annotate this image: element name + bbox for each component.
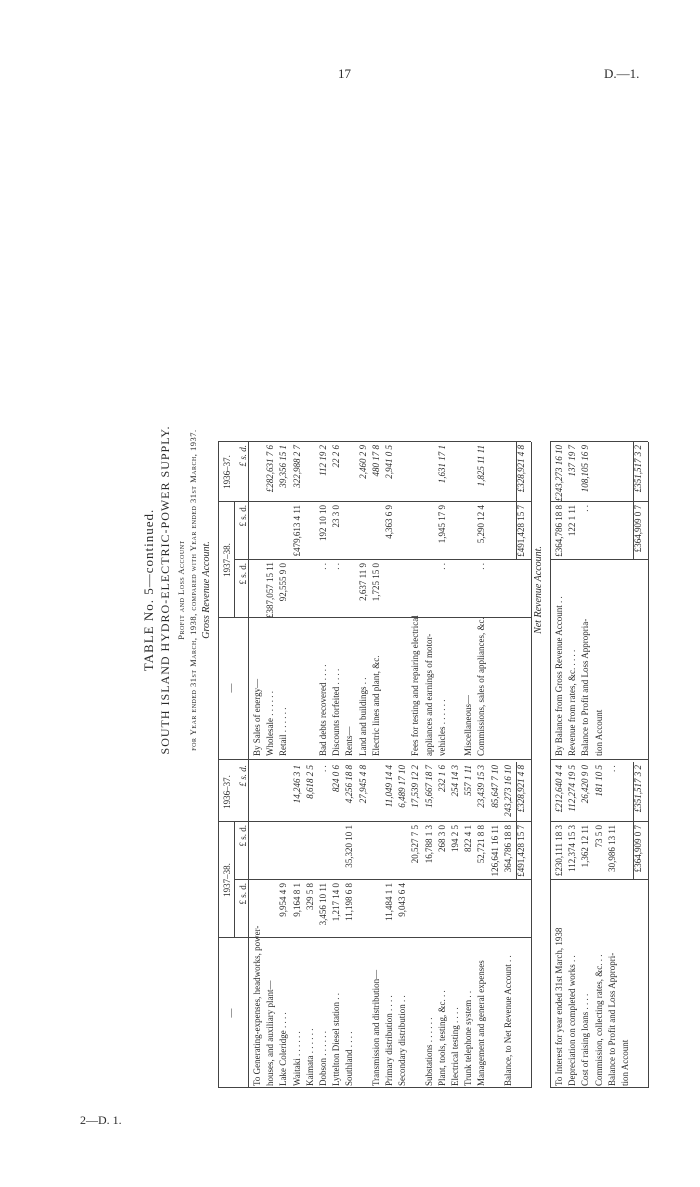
column-rule <box>550 759 648 760</box>
table-top-rule <box>218 442 219 1088</box>
net-credit-1938: . . <box>580 505 591 512</box>
debit-cell-1937: 232 1 6 <box>436 765 447 792</box>
net-section-title: Net Revenue Account. <box>533 546 544 634</box>
credit-cell-1938a: 92,555 9 0 <box>278 563 289 602</box>
credit-cell-1938b: £479,613 4 11 <box>291 505 302 557</box>
net-debit-1937: 112,274 19 5 <box>567 765 578 812</box>
net-debit-1937: 26,420 9 0 <box>580 765 591 804</box>
column-rule <box>550 441 648 442</box>
net-credit-1938: 122 1 11 <box>567 505 578 537</box>
debit-cell-1937: 15,667 18 7 <box>423 765 434 808</box>
credit-row-label: vehicles . . . . . . <box>436 699 447 756</box>
column-rule <box>218 759 531 760</box>
net-credit-1938: £364,786 18 8 <box>554 505 564 557</box>
debit-cell-1938a: 1,217 14 0 <box>331 883 342 922</box>
column-rule <box>218 501 531 502</box>
net-credit-label: By Balance from Gross Revenue Account . . <box>554 596 564 756</box>
credit-cell-1938a: 2,637 11 9 <box>357 563 368 601</box>
total-rule <box>633 762 634 822</box>
credit-cell-1937: 480 17 8 <box>370 445 381 477</box>
col-1938-header: 1937–38. <box>222 863 232 897</box>
debit-row-label: Primary distribution . . . . <box>384 995 394 1086</box>
credit-cell-1937: £282,631 7 6 <box>265 445 276 493</box>
debit-cell-1937: 8,618 2 5 <box>304 765 315 799</box>
column-rule <box>218 937 531 938</box>
credit-cell-1937: 1,631 17 1 <box>436 445 447 484</box>
net-debit-1938: 73 5 0 <box>593 825 604 848</box>
head-dash: — <box>226 683 236 693</box>
column-rule <box>550 559 648 560</box>
net-credit-label: tion Account <box>593 709 604 756</box>
total-rule <box>633 442 634 502</box>
lsd-header: £ s. d. <box>238 883 248 905</box>
net-debit-label: Balance to Profit and Loss Appropri- <box>606 952 617 1086</box>
credit-row-label: Electric lines and plant, &c. <box>370 655 381 756</box>
credit-row-label: Miscellaneous— <box>463 695 474 756</box>
net-debit-1937: £351,517 3 2 <box>633 765 644 813</box>
debit-cell-1937: . . <box>318 765 328 772</box>
total-rule <box>633 822 634 880</box>
net-debit-1938: 1,362 12 11 <box>580 825 591 868</box>
credit-cell-1937: 1,825 11 11 <box>476 445 487 487</box>
net-debit-1938: 112,374 15 3 <box>567 825 578 872</box>
debit-row-label: Balance, to Net Revenue Account . . <box>502 955 513 1086</box>
debit-cell-1938b: 16,788 1 3 <box>423 825 434 864</box>
total-rule <box>516 762 517 822</box>
credit-cell-1938a: . . <box>476 563 487 570</box>
column-rule <box>234 559 531 560</box>
debit-cell-1938a: 11,198 6 8 <box>344 883 355 921</box>
debit-cell-1937: 6,489 17 10 <box>397 765 408 808</box>
table-account-name: Profit and Loss Account <box>176 540 186 640</box>
credit-cell-1937: 322,988 2 7 <box>291 445 302 488</box>
debit-row-label: Southland . . . . <box>344 1031 355 1086</box>
net-credit-1938: £364,909 0 7 <box>633 505 644 553</box>
lsd-header: £ s. d. <box>238 505 248 527</box>
debit-cell-1937: 824 0 6 <box>331 765 342 792</box>
credit-cell-1938b: 23 3 0 <box>331 505 342 528</box>
net-top-rule <box>550 442 551 1088</box>
credit-cell-1938b: 4,363 6 9 <box>384 505 394 539</box>
col-1937-header: 1936–37. <box>222 455 232 489</box>
col-1937-header: 1936–37. <box>222 775 232 809</box>
gross-section-title: Gross Revenue Account. <box>201 541 212 639</box>
lsd-header: £ s. d. <box>238 445 248 467</box>
net-debit-1938: 30,986 13 11 <box>606 825 617 872</box>
debit-cell-1938b: 822 4 1 <box>463 825 474 852</box>
debit-cell-1937: 85,647 7 10 <box>489 765 500 808</box>
credit-cell-1938b: 1,945 17 9 <box>436 505 447 544</box>
debit-row-label: To Generating-expenses, headworks, power- <box>252 925 262 1086</box>
subhead-rule <box>234 822 235 938</box>
debit-cell-1937: 243,273 16 10 <box>502 765 513 817</box>
debit-cell-1938a: 11,484 1 1 <box>384 883 394 921</box>
col-1938-header: 1937–38. <box>222 543 232 577</box>
debit-cell-1938b: 52,721 8 8 <box>476 825 487 864</box>
net-debit-label: Cost of raising loans . . . . <box>580 993 591 1086</box>
credit-cell-1938a: . . <box>436 563 447 570</box>
credit-cell-1938a: £387,057 15 11 <box>265 562 276 618</box>
debit-row-label: Lyttelton Diesel station . . <box>331 993 342 1086</box>
credit-cell-1937: 112 19 2 <box>318 445 328 476</box>
net-credit-label: Revenue from rates, &c. . . . . <box>567 649 578 756</box>
debit-row-label: houses, and auxiliary plant— <box>265 980 276 1086</box>
credit-cell-1937: 2,460 2 9 <box>357 445 368 479</box>
credit-cell-1937: £328,921 4 8 <box>516 445 526 493</box>
credit-row-label: Retail . . . . . . <box>278 707 289 756</box>
lsd-header: £ s. d. <box>238 765 248 787</box>
credit-cell-1938a: 1,725 15 0 <box>370 563 381 602</box>
credit-row-label: Wholesale . . . . . . <box>265 691 276 756</box>
debit-cell-1937: 11,049 14 4 <box>384 765 394 808</box>
table-period: for Year ended 31st March, 1938, compared with Year ended 31st March, 1937. <box>188 429 198 751</box>
debit-cell-1937: 254 14 3 <box>450 765 460 797</box>
head-dash: — <box>226 1008 236 1018</box>
debit-row-label: Electrical testing . . . . <box>450 1007 460 1086</box>
total-rule <box>516 442 517 502</box>
debit-cell-1938b: 35,320 10 1 <box>344 825 355 868</box>
credit-row-label: Fees for testing and repairing electrical <box>410 615 421 756</box>
net-debit-label: tion Account <box>620 1039 630 1086</box>
debit-cell-1938b: 194 2 5 <box>450 825 460 852</box>
debit-cell-1937: 14,246 3 1 <box>291 765 302 804</box>
debit-row-label: Kaimata . . . . . . <box>304 1028 315 1086</box>
column-rule <box>550 821 648 822</box>
credit-cell-1938b: 5,290 12 4 <box>476 505 487 544</box>
lsd-header: £ s. d. <box>238 825 248 847</box>
debit-cell-1937: 17,539 12 2 <box>410 765 421 808</box>
credit-row-label: Commissions, sales of appliances, &c. <box>476 617 487 756</box>
debit-cell-1938a: 329 5 8 <box>304 883 315 910</box>
net-debit-label: Commission, collecting rates, &c. . . <box>593 954 604 1086</box>
column-rule <box>234 879 531 880</box>
debit-cell-1938a: 3,456 10 11 <box>318 883 328 926</box>
credit-row-label: Land and buildings . . <box>357 677 368 756</box>
total-rule <box>516 822 517 880</box>
column-rule <box>218 441 531 442</box>
lsd-header: £ s. d. <box>238 563 248 585</box>
debit-cell-1937: 4,256 18 8 <box>344 765 355 804</box>
total-rule <box>633 502 634 560</box>
table-subtitle: SOUTH ISLAND HYDRO-ELECTRIC-POWER SUPPLY. <box>158 425 172 755</box>
column-rule <box>550 501 648 502</box>
net-debit-1937: . . <box>606 765 617 772</box>
credit-cell-1938b: 192 10 10 <box>318 505 328 541</box>
gross-bottom-rule <box>531 442 532 1088</box>
column-rule <box>550 1087 648 1088</box>
debit-row-label: Dobson . . . . . . <box>318 1030 328 1086</box>
credit-row-label: Rents— <box>344 726 355 756</box>
net-credit-label: Balance to Profit and Loss Appropria- <box>580 618 591 756</box>
net-debit-1937: £212,640 4 4 <box>554 765 564 813</box>
credit-row-label: By Sales of energy— <box>252 678 262 756</box>
column-rule <box>218 617 531 618</box>
credit-cell-1937: 2,941 0 5 <box>384 445 394 479</box>
column-rule <box>218 821 531 822</box>
net-credit-1937: £351,517 3 2 <box>633 445 644 493</box>
debit-cell-1937: £328,921 4 8 <box>516 765 526 813</box>
column-rule <box>218 1087 531 1088</box>
credit-cell-1938a: . . <box>318 563 328 570</box>
debit-cell-1937: 23,439 15 3 <box>476 765 487 808</box>
debit-cell-1938b: £491,428 15 7 <box>516 825 526 877</box>
subhead-rule <box>234 502 235 618</box>
net-debit-label: To Interest for year ended 31st March, 1938 <box>554 927 564 1086</box>
net-debit-1938: £230,111 18 3 <box>554 825 564 877</box>
debit-cell-1938a: 9,954 4 9 <box>278 883 289 917</box>
page-footer: 2—D. 1. <box>80 1113 122 1127</box>
net-credit-1937: 137 19 7 <box>567 445 578 477</box>
credit-row-label: appliances and earnings of motor- <box>423 633 434 756</box>
net-credit-1937: 108,105 16 9 <box>580 445 591 493</box>
net-bottom-rule <box>648 442 649 1088</box>
debit-row-label: Substations . . . . . . <box>423 1017 434 1086</box>
debit-row-label: Trunk telephone system . . <box>463 990 474 1086</box>
column-rule <box>550 879 648 880</box>
total-rule <box>516 502 517 560</box>
debit-row-label: Transmission and distribution— <box>370 969 381 1086</box>
credit-row-label: Discounts forfeited . . . . <box>331 668 342 756</box>
credit-cell-1937: 22 2 6 <box>331 445 342 468</box>
debit-cell-1938a: 9,043 6 4 <box>397 883 408 917</box>
credit-row-label: Bad debts recovered . . . . <box>318 664 328 756</box>
debit-row-label: Management and general expenses <box>476 960 487 1086</box>
header-rule <box>248 442 249 1088</box>
debit-cell-1938b: 268 3 0 <box>436 825 447 852</box>
debit-cell-1937: 27,945 4 8 <box>357 765 368 804</box>
credit-cell-1938a: . . <box>331 563 342 570</box>
debit-cell-1938b: 364,786 18 8 <box>502 825 513 873</box>
net-debit-1937: 181 10 5 <box>593 765 604 797</box>
credit-cell-1937: 39,356 15 1 <box>278 445 289 488</box>
page-reference: D.—1. <box>604 66 640 81</box>
net-credit-1937: £243,273 16 10 <box>554 445 564 502</box>
debit-cell-1938a: 9,164 8 1 <box>291 883 302 917</box>
debit-cell-1938b: 20,527 7 5 <box>410 825 421 864</box>
page-number: 17 <box>338 66 351 81</box>
debit-cell-1938b: 126,641 16 11 <box>489 825 500 877</box>
debit-row-label: Plant, tools, testing, &c. . . <box>436 990 447 1086</box>
debit-row-label: Waitaki . . . . . . <box>291 1031 302 1086</box>
net-debit-1938: £364,909 0 7 <box>633 825 644 873</box>
debit-row-label: Lake Coleridge . . . . <box>278 1012 289 1086</box>
credit-cell-1938b: £491,428 15 7 <box>516 505 526 557</box>
table-title: TABLE No. 5—continued. <box>141 508 156 672</box>
net-debit-label: Depreciation on completed works . . <box>567 955 578 1086</box>
rotated-table <box>140 90 680 1090</box>
debit-row-label: Secondary distribution . . <box>397 995 408 1086</box>
debit-cell-1937: 557 1 11 <box>463 765 474 796</box>
